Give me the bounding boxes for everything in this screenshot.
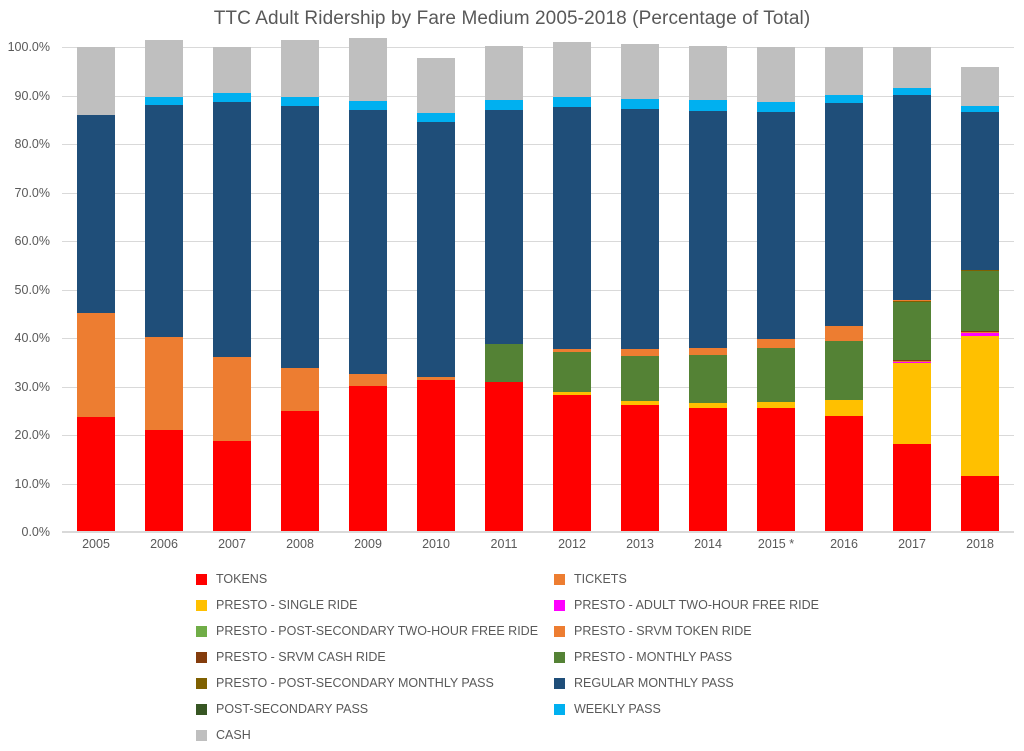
bar-segment bbox=[961, 270, 999, 271]
legend-swatch-icon bbox=[196, 704, 207, 715]
bar-segment bbox=[689, 111, 727, 348]
gridline bbox=[62, 144, 1014, 145]
bar-segment bbox=[689, 403, 727, 408]
bar-segment bbox=[417, 380, 455, 532]
bar-segment bbox=[757, 102, 795, 112]
gridline bbox=[62, 290, 1014, 291]
bar-segment bbox=[961, 112, 999, 270]
bar-segment bbox=[485, 110, 523, 344]
bar-segment bbox=[553, 352, 591, 392]
legend-label: POST-SECONDARY PASS bbox=[216, 701, 369, 716]
bar-segment bbox=[553, 107, 591, 349]
bar-segment bbox=[689, 348, 727, 355]
bar-segment bbox=[621, 44, 659, 99]
legend-label: PRESTO - MONTHLY PASS bbox=[574, 649, 733, 664]
bar-segment bbox=[825, 47, 863, 95]
legend-label: PRESTO - POST-SECONDARY TWO-HOUR FREE RIDE bbox=[216, 623, 539, 638]
bar-segment bbox=[349, 38, 387, 101]
bar-segment bbox=[349, 110, 387, 374]
bar-segment bbox=[213, 357, 251, 441]
gridline bbox=[62, 241, 1014, 242]
bar-segment bbox=[961, 67, 999, 106]
legend-swatch-icon bbox=[554, 600, 565, 611]
y-axis-tick-label: 50.0% bbox=[14, 282, 50, 297]
bar-segment bbox=[77, 47, 115, 115]
legend-label: PRESTO - SRVM TOKEN RIDE bbox=[574, 623, 752, 638]
y-axis-tick-label: 40.0% bbox=[14, 331, 50, 345]
bar-stack bbox=[825, 47, 863, 532]
bar-segment bbox=[893, 363, 931, 444]
bar-segment bbox=[145, 40, 183, 98]
legend-label: TOKENS bbox=[216, 571, 268, 586]
legend-label: CASH bbox=[216, 727, 251, 742]
y-axis-tick-label: 60.0% bbox=[14, 234, 50, 248]
x-axis-tick-label: 2010 bbox=[422, 537, 450, 551]
bar-stack bbox=[961, 47, 999, 532]
legend-item[interactable] bbox=[196, 573, 536, 586]
bar-segment bbox=[689, 408, 727, 532]
legend-swatch-icon bbox=[554, 704, 565, 715]
bar-segment bbox=[825, 326, 863, 342]
legend-swatch-icon bbox=[196, 574, 207, 585]
bar-segment bbox=[961, 332, 999, 333]
bar-segment bbox=[621, 109, 659, 349]
x-axis-tick-label: 2017 bbox=[898, 537, 926, 551]
bar-segment bbox=[825, 95, 863, 104]
bar-segment bbox=[349, 386, 387, 532]
bar-segment bbox=[77, 115, 115, 313]
x-axis-tick-label: 2018 bbox=[966, 537, 994, 551]
bar-segment bbox=[621, 405, 659, 532]
x-axis-line bbox=[62, 531, 1014, 532]
x-axis-tick-label: 2009 bbox=[354, 537, 382, 551]
bar-stack bbox=[485, 47, 523, 532]
legend-swatch-icon bbox=[196, 626, 207, 637]
bar-segment bbox=[825, 400, 863, 416]
x-axis-labels bbox=[62, 537, 1014, 559]
legend-item[interactable] bbox=[196, 599, 536, 612]
legend-label: PRESTO - SINGLE RIDE bbox=[216, 597, 358, 612]
bar-segment bbox=[825, 416, 863, 532]
x-axis-tick-label: 2006 bbox=[150, 537, 178, 551]
legend-swatch-icon bbox=[196, 652, 207, 663]
bar-segment bbox=[77, 417, 115, 532]
bar-segment bbox=[961, 333, 999, 336]
legend-item[interactable] bbox=[554, 573, 894, 586]
bar-segment bbox=[417, 122, 455, 377]
legend-item[interactable] bbox=[196, 651, 536, 664]
bar-stack bbox=[349, 47, 387, 532]
bar-segment bbox=[757, 402, 795, 408]
bar-segment bbox=[281, 411, 319, 532]
bar-segment bbox=[893, 300, 931, 301]
bar-segment bbox=[893, 95, 931, 300]
legend-label: PRESTO - ADULT TWO-HOUR FREE RIDE bbox=[574, 597, 819, 612]
bar-segment bbox=[145, 430, 183, 532]
bar-segment bbox=[757, 348, 795, 402]
legend-item[interactable] bbox=[554, 599, 894, 612]
bar-segment bbox=[349, 374, 387, 386]
bar-segment bbox=[417, 113, 455, 122]
bar-segment bbox=[621, 401, 659, 405]
legend-swatch-icon bbox=[554, 652, 565, 663]
bar-segment bbox=[145, 105, 183, 337]
bar-segment bbox=[213, 93, 251, 102]
bar-segment bbox=[757, 112, 795, 339]
x-axis-tick-label: 2011 bbox=[490, 537, 518, 551]
legend-item[interactable] bbox=[554, 703, 894, 716]
bar-segment bbox=[281, 97, 319, 105]
bar-segment bbox=[417, 377, 455, 380]
x-axis-tick-label: 2013 bbox=[626, 537, 654, 551]
bar-segment bbox=[621, 99, 659, 109]
bar-segment bbox=[961, 336, 999, 476]
bar-segment bbox=[689, 100, 727, 110]
y-axis-tick-label: 90.0% bbox=[14, 88, 50, 103]
bar-stack bbox=[77, 47, 115, 532]
bar-stack bbox=[213, 47, 251, 532]
bar-segment bbox=[485, 382, 523, 532]
bar-segment bbox=[893, 444, 931, 532]
gridline bbox=[62, 532, 1014, 533]
bar-segment bbox=[281, 40, 319, 98]
bar-segment bbox=[961, 476, 999, 532]
bar-segment bbox=[213, 441, 251, 532]
bar-segment bbox=[553, 349, 591, 352]
bar-segment bbox=[213, 47, 251, 93]
bar-stack bbox=[893, 47, 931, 532]
bar-segment bbox=[485, 46, 523, 100]
bar-segment bbox=[825, 103, 863, 326]
bar-segment bbox=[689, 46, 727, 101]
legend-item[interactable] bbox=[196, 677, 536, 690]
legend-label: PRESTO - SRVM CASH RIDE bbox=[216, 649, 386, 664]
bar-segment bbox=[281, 368, 319, 412]
bar-segment bbox=[145, 97, 183, 104]
chart-title: TTC Adult Ridership by Fare Medium 2005-2018 (Percentage of Total) bbox=[213, 8, 811, 29]
bar-segment bbox=[417, 58, 455, 113]
legend-label: TICKETS bbox=[574, 571, 627, 586]
bar-segment bbox=[145, 337, 183, 430]
bar-segment bbox=[757, 47, 795, 102]
legend-item[interactable] bbox=[196, 623, 539, 638]
bar-segment bbox=[961, 106, 999, 112]
gridline bbox=[62, 338, 1014, 339]
bar-segment bbox=[757, 339, 795, 348]
legend-item[interactable] bbox=[196, 703, 536, 716]
bar-segment bbox=[213, 102, 251, 357]
legend-item[interactable] bbox=[554, 651, 894, 664]
bar-segment bbox=[893, 362, 931, 363]
bar-segment bbox=[621, 356, 659, 400]
bar-segment bbox=[553, 97, 591, 107]
y-axis-tick-label: 10.0% bbox=[14, 476, 50, 491]
gridline bbox=[62, 193, 1014, 194]
chart-legend bbox=[196, 566, 896, 748]
bar-segment bbox=[893, 88, 931, 95]
bar-segment bbox=[961, 271, 999, 331]
gridline bbox=[62, 435, 1014, 436]
y-axis-tick-label: 30.0% bbox=[14, 379, 50, 394]
y-axis-tick-label: 70.0% bbox=[14, 185, 50, 200]
legend-item[interactable] bbox=[554, 625, 894, 638]
legend-label: WEEKLY PASS bbox=[574, 701, 661, 716]
x-axis-tick-label: 2015 * bbox=[757, 537, 795, 551]
bar-segment bbox=[349, 101, 387, 110]
x-axis-tick-label: 2016 bbox=[830, 537, 858, 551]
x-axis-tick-label: 2007 bbox=[218, 537, 246, 551]
bar-segment bbox=[485, 344, 523, 382]
bar-stack bbox=[145, 47, 183, 532]
bar-stack bbox=[689, 47, 727, 532]
y-axis-labels bbox=[0, 40, 56, 539]
gridline bbox=[62, 484, 1014, 485]
legend-swatch-icon bbox=[196, 730, 207, 741]
bar-stack bbox=[621, 47, 659, 532]
bar-segment bbox=[553, 395, 591, 532]
legend-swatch-icon bbox=[554, 626, 565, 637]
bar-stack bbox=[281, 47, 319, 532]
bar-stack bbox=[757, 47, 795, 532]
legend-swatch-icon bbox=[196, 600, 207, 611]
y-axis-tick-label: 100.0% bbox=[7, 40, 50, 54]
x-axis-tick-label: 2014 bbox=[694, 537, 722, 551]
legend-swatch-icon bbox=[554, 678, 565, 689]
legend-item[interactable] bbox=[554, 677, 894, 690]
bar-segment bbox=[689, 355, 727, 403]
bar-segment bbox=[825, 341, 863, 399]
plot-area bbox=[62, 47, 1014, 532]
legend-label: PRESTO - POST-SECONDARY MONTHLY PASS bbox=[216, 675, 494, 690]
y-axis-tick-label: 0.0% bbox=[21, 525, 50, 539]
x-axis-tick-label: 2012 bbox=[558, 537, 586, 551]
bar-stack bbox=[417, 47, 455, 532]
bar-segment bbox=[893, 301, 931, 360]
bar-segment bbox=[621, 349, 659, 356]
legend-swatch-icon bbox=[196, 678, 207, 689]
gridline bbox=[62, 387, 1014, 388]
gridline bbox=[62, 47, 1014, 48]
bar-segment bbox=[553, 392, 591, 395]
y-axis-tick-label: 20.0% bbox=[14, 428, 50, 442]
bar-segment bbox=[893, 47, 931, 89]
gridline bbox=[62, 96, 1014, 97]
x-axis-tick-label: 2008 bbox=[286, 537, 314, 551]
x-axis-tick-label: 2005 bbox=[82, 537, 110, 551]
bar-stack bbox=[553, 47, 591, 532]
bar-segment bbox=[281, 106, 319, 368]
legend-label: REGULAR MONTHLY PASS bbox=[574, 675, 734, 690]
bar-segment bbox=[77, 313, 115, 417]
bar-segment bbox=[757, 408, 795, 532]
bar-segment bbox=[553, 42, 591, 97]
bar-segment bbox=[485, 100, 523, 110]
y-axis-tick-label: 80.0% bbox=[14, 137, 50, 151]
legend-item[interactable] bbox=[196, 729, 536, 742]
legend-swatch-icon bbox=[554, 574, 565, 585]
